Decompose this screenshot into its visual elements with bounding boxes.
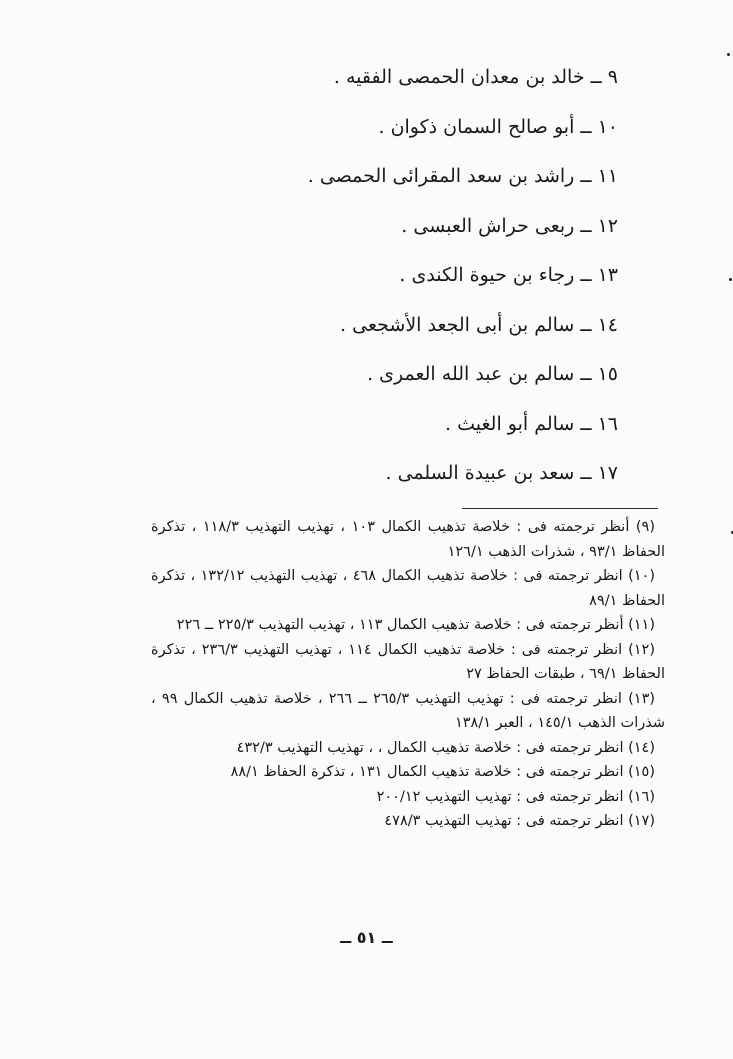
scan-speck [729,278,732,281]
footnote: (١٢) انظر ترجمته فى : خلاصة تذهيب الكمال ١١٤ ، تهذيب التهذيب ٢٣٦/٣ ، تذكرة الحفاظ ٦٩/١ ، طبقات الحفاظ ٢٧ [151,641,665,682]
list-item: ١٣ ــ رجاء بن حيوة الكندى . [399,264,618,286]
list-item: ١٢ ــ ربعى حراش العبسى . [401,214,618,237]
footnote: (٩) أنظر ترجمته فى : خلاصة تذهيب الكمال ١٠٣ ، تهذيب التهذيب ١١٨/٣ ، تذكرة الحفاظ ٩٣/١ ، شذرات الذهب ١٢٦/١ [151,519,665,560]
footnote: (١٧) انظر ترجمته فى : تهذيب التهذيب ٤٧٨/٣ [384,813,655,829]
page-number: ــ ٥١ ــ [340,928,393,947]
list-item: ١٤ ــ سالم بن أبى الجعد الأشجعى . [340,313,618,336]
list-item: ١٠ ــ أبو صالح السمان ذكوان . [378,115,618,138]
footnote: (١٦) انظر ترجمته فى : تهذيب التهذيب ٢٠٠/١٢ [376,788,655,805]
list-item: ١١ ــ راشد بن سعد المقرائى الحمصى . [307,165,618,187]
list-item: ٩ ــ خالد بن معدان الحمصى الفقيه . [333,66,618,88]
list-item: ١٦ ــ سالم أبو الغيث . [445,412,618,435]
list-item: ١٥ ــ سالم بن عبد الله العمرى . [367,363,618,385]
footnote: (١١) أنظر ترجمته فى : خلاصة تذهيب الكمال ١١٣ ، تهذيب التهذيب ٢٢٥/٣ ــ ٢٢٦ [176,617,655,633]
footnote: (١٥) انظر ترجمته فى : خلاصة تذهيب الكمال ١٣١ ، تذكرة الحفاظ ٨٨/١ [230,764,655,780]
narrators-list [178,58,618,504]
footnote: (١٠) انظر ترجمته فى : خلاصة تذهيب الكمال ٤٦٨ ، تهذيب التهذيب ١٣٢/١٢ ، تذكرة الحفاظ ٨٩/١ [151,568,665,609]
footnote-separator [462,508,658,509]
footnote: (١٣) انظر ترجمته فى : تهذيب التهذيب ٢٦٥/٣ ــ ٢٦٦ ، خلاصة تذهيب الكمال ٩٩ ، شذرات الذهب ١٤٥/١ ، العبر ١٣٨/١ [151,690,665,731]
list-item: ١٧ ــ سعد بن عبيدة السلمى . [385,462,618,484]
footnotes [151,515,665,834]
footnote: (١٤) انظر ترجمته فى : خلاصة تذهيب الكمال ، ، تهذيب التهذيب ٤٣٢/٣ [236,739,655,756]
scan-speck [727,53,730,56]
